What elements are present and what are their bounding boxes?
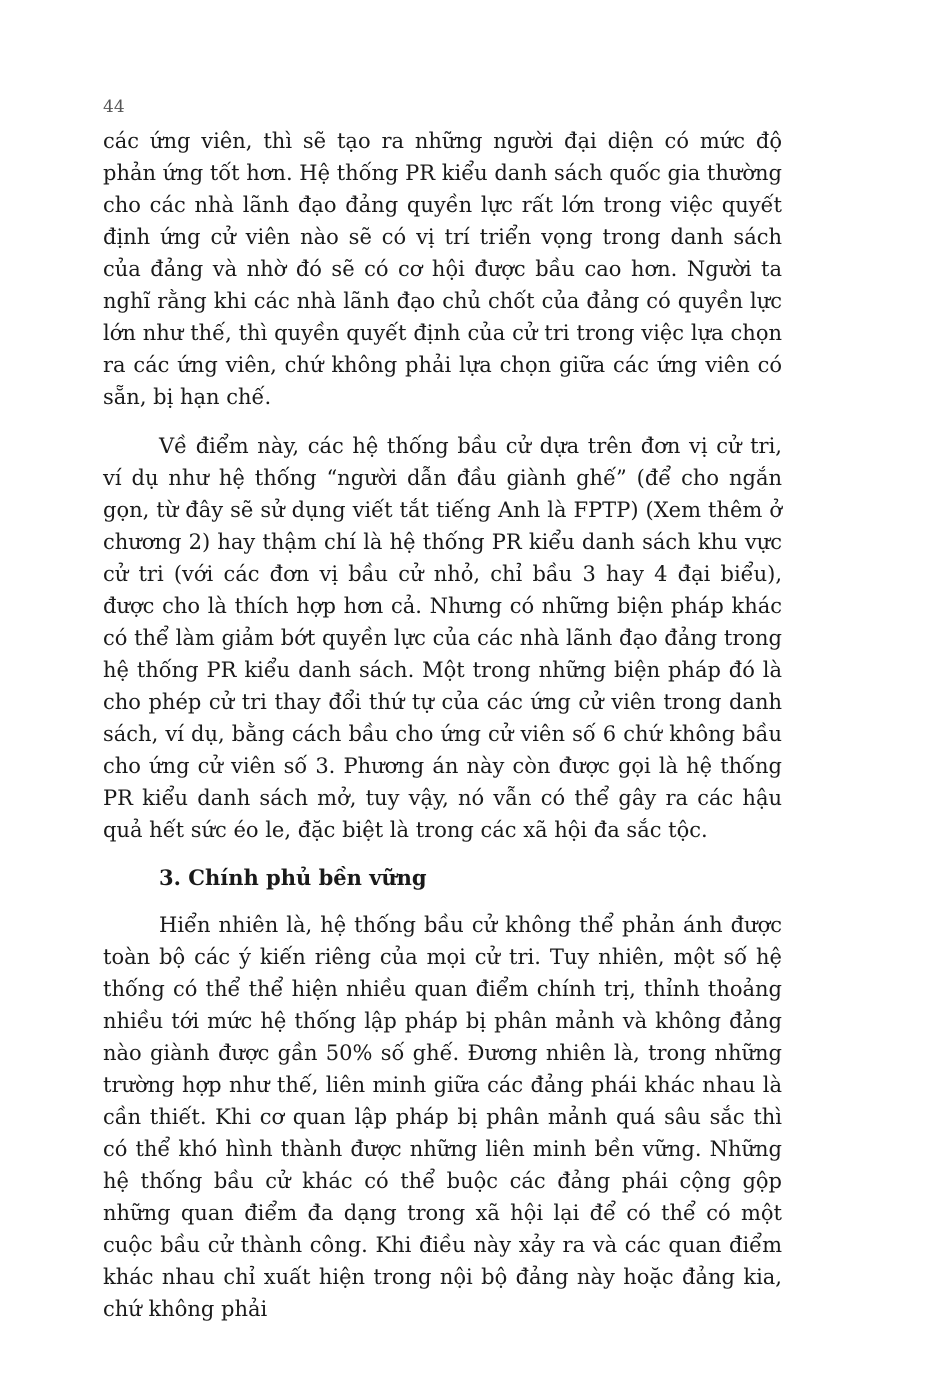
section-heading: 3. Chính phủ bền vững bbox=[159, 865, 427, 890]
paragraph-stable-government: Hiển nhiên là, hệ thống bầu cử không thể phản ánh được toàn bộ các ý kiến riêng của mọi cử tri. Tuy nhiên, một số hệ thống có thể thể hiện nhiều quan điểm chính trị, thỉnh thoảng nhiều tới mức hệ thống lập pháp bị phân mảnh và không đảng nào giành được gần 50% số ghế. Đương nhiên là, trong những trường hợp như thế, liên minh giữa các đảng phái khác nhau là cần thiết. Khi cơ quan lập pháp bị phân mảnh quá sâu sắc thì có thể khó hình thành được những liên minh bền vững. Những hệ thống bầu cử khác có thể buộc các đảng phái cộng gộp những quan điểm đa dạng trong xã hội lại để có thể có một cuộc bầu cử thành công. Khi điều này xảy ra và các quan điểm khác nhau chỉ xuất hiện trong nội bộ đảng này hoặc đảng kia, chứ không phải bbox=[103, 913, 782, 1321]
paragraph-continued: các ứng viên, thì sẽ tạo ra những người đại diện có mức độ phản ứng tốt hơn. Hệ thống PR kiểu danh sách quốc gia thường cho các nhà lãnh đạo đảng quyền lực rất lớn trong việc quyết định ứng cử viên nào sẽ có vị trí triển vọng trong danh sách của đảng và nhờ đó sẽ có cơ hội được bầu cao hơn. Người ta nghĩ rằng khi các nhà lãnh đạo chủ chốt của đảng có quyền lực lớn như thế, thì quyền quyết định của cử tri trong việc lựa chọn ra các ứng viên, chứ không phải lựa chọn giữa các ứng viên có sẵn, bị hạn chế. bbox=[103, 129, 783, 409]
page-number: 44 bbox=[103, 97, 125, 117]
paragraph-electoral-units: Về điểm này, các hệ thống bầu cử dựa trên đơn vị cử tri, ví dụ như hệ thống “người dẫn đầu giành ghế” (để cho ngắn gọn, từ đây sẽ sử dụng viết tắt tiếng Anh là FPTP) (Xem thêm ở chương 2) hay thậm chí là hệ thống PR kiểu danh sách khu vực cử tri (với các đơn vị bầu cử nhỏ, chỉ bầu 3 hay 4 đại biểu), được cho là thích hợp hơn cả. Nhưng có những biện pháp khác có thể làm giảm bớt quyền lực của các nhà lãnh đạo đảng trong hệ thống PR kiểu danh sách. Một trong những biện pháp đó là cho phép cử tri thay đổi thứ tự của các ứng cử viên trong danh sách, ví dụ, bằng cách bầu cho ứng cử viên số 6 chứ không bầu cho ứng cử viên số 3. Phương án này còn được gọi là hệ thống PR kiểu danh sách mở, tuy vậy, nó vẫn có thể gây ra các hậu quả hết sức éo le, đặc biệt là trong các xã hội đa sắc tộc. bbox=[103, 434, 782, 842]
page-body bbox=[103, 125, 782, 1325]
